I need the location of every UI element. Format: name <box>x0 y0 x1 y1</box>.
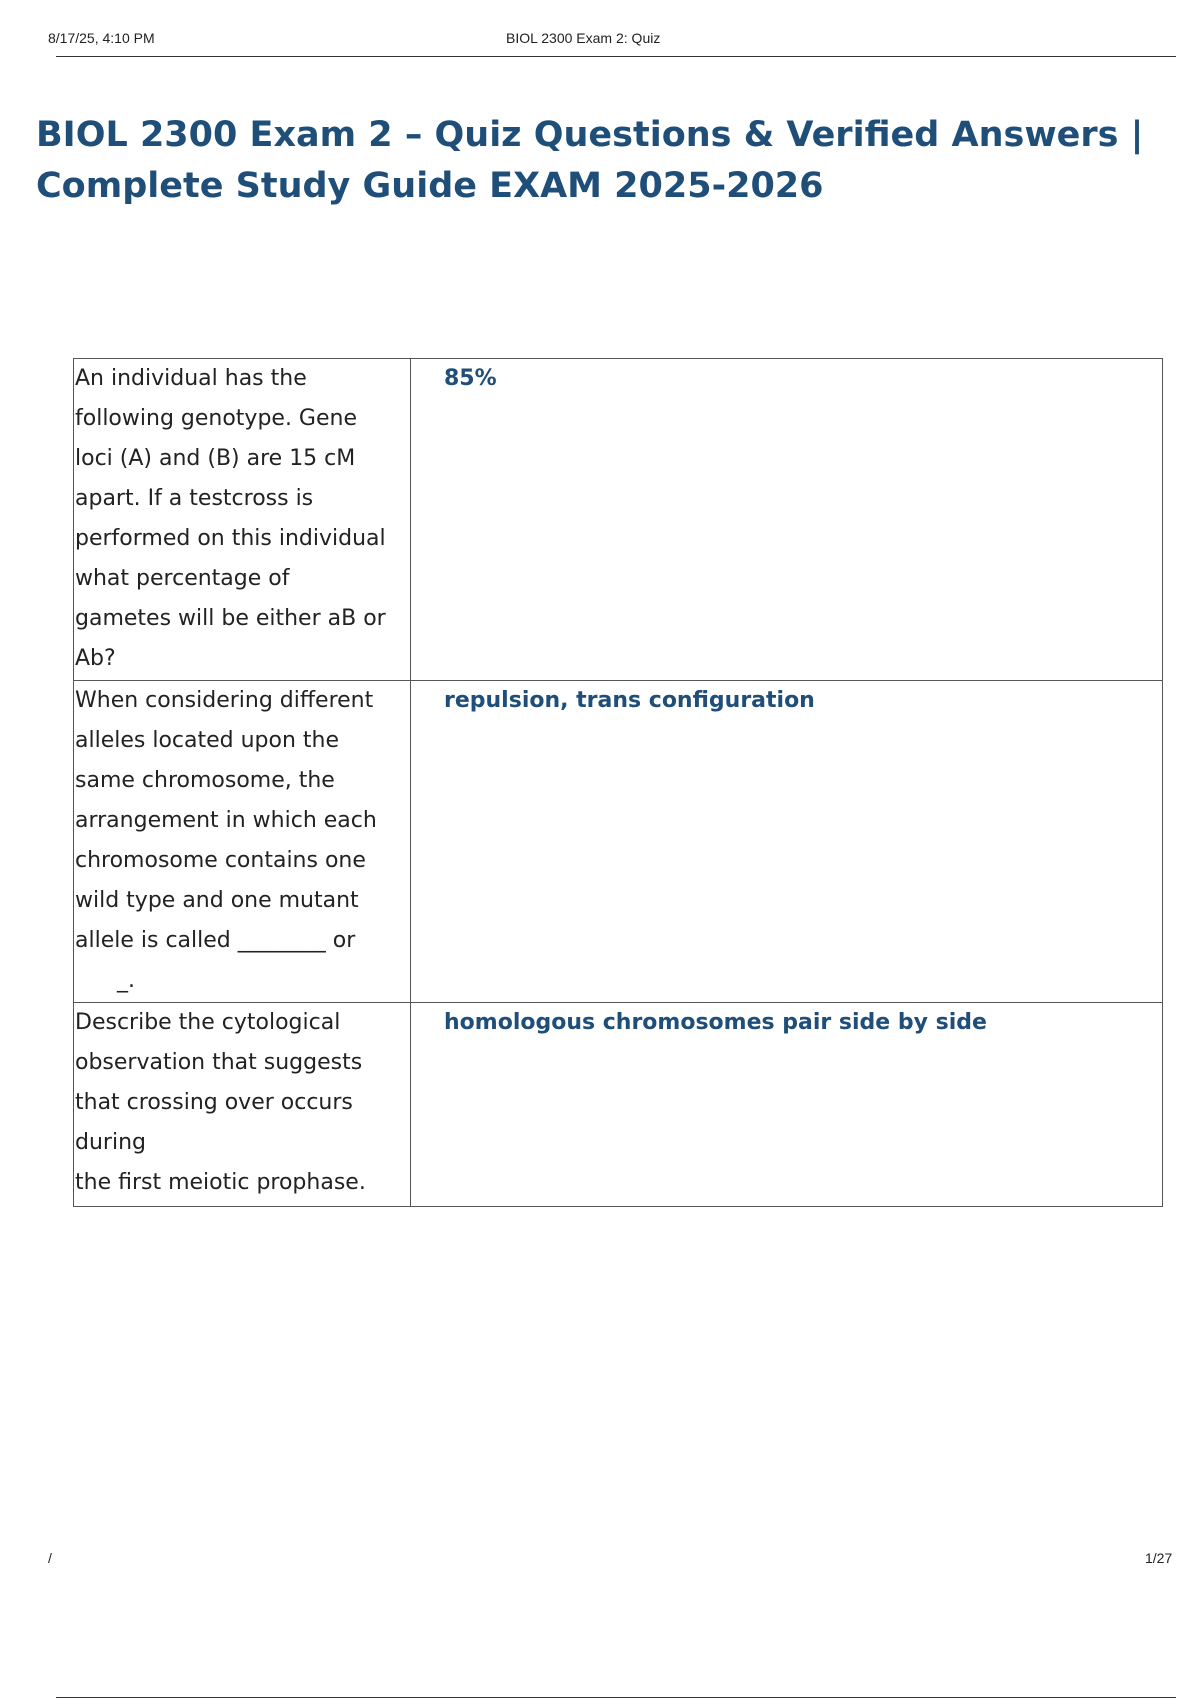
question-line: that crossing over occurs <box>75 1090 353 1115</box>
print-header <box>48 28 1176 58</box>
qa-table <box>73 358 1163 1207</box>
footer-divider <box>56 1697 1176 1698</box>
table-row <box>74 681 1163 1003</box>
answer-text: homologous chromosomes pair side by side <box>444 1010 987 1035</box>
question-line: what percentage of <box>75 566 290 591</box>
question-line: loci (A) and (B) are 15 cM <box>75 446 356 471</box>
question-text <box>74 681 410 1001</box>
question-line: during <box>75 1130 146 1155</box>
question-text <box>74 359 410 679</box>
question-line: performed on this individual <box>75 526 386 551</box>
answer-cell <box>411 359 1163 681</box>
print-timestamp: 8/17/25, 4:10 PM <box>48 30 155 46</box>
document-title <box>36 110 1176 212</box>
question-line: allele is called ________ or <box>75 928 356 953</box>
question-line: When considering different <box>75 688 374 713</box>
question-line: apart. If a testcross is <box>75 486 314 511</box>
question-cell <box>74 359 411 681</box>
question-cell <box>74 681 411 1003</box>
question-line: _. <box>75 968 135 993</box>
document-title-line-1: BIOL 2300 Exam 2 – Quiz Questions & Verified Answers | <box>36 115 1144 155</box>
document-title-line-2: Complete Study Guide EXAM 2025-2026 <box>36 166 824 206</box>
question-line: Describe the cytological <box>75 1010 341 1035</box>
question-line: alleles located upon the <box>75 728 340 753</box>
question-line: Ab? <box>75 646 116 671</box>
question-cell <box>74 1003 411 1207</box>
question-line: gametes will be either aB or <box>75 606 386 631</box>
answer-cell <box>411 681 1163 1003</box>
question-line: An individual has the <box>75 366 307 391</box>
page-number: 1/27 <box>1145 1550 1173 1566</box>
question-line: arrangement in which each <box>75 808 377 833</box>
answer-text: 85% <box>444 366 497 391</box>
question-line: chromosome contains one <box>75 848 366 873</box>
header-divider <box>56 56 1176 57</box>
answer-cell <box>411 1003 1163 1207</box>
table-row <box>74 1003 1163 1207</box>
table-row <box>74 359 1163 681</box>
question-line: wild type and one mutant <box>75 888 359 913</box>
question-line: same chromosome, the <box>75 768 335 793</box>
question-text <box>74 1003 410 1203</box>
question-line: following genotype. Gene <box>75 406 357 431</box>
question-line: observation that suggests <box>75 1050 363 1075</box>
question-line: the first meiotic prophase. <box>75 1170 366 1195</box>
answer-text: repulsion, trans configuration <box>444 688 815 713</box>
print-document-name: BIOL 2300 Exam 2: Quiz <box>506 30 661 46</box>
print-footer-url: / <box>48 1550 52 1566</box>
